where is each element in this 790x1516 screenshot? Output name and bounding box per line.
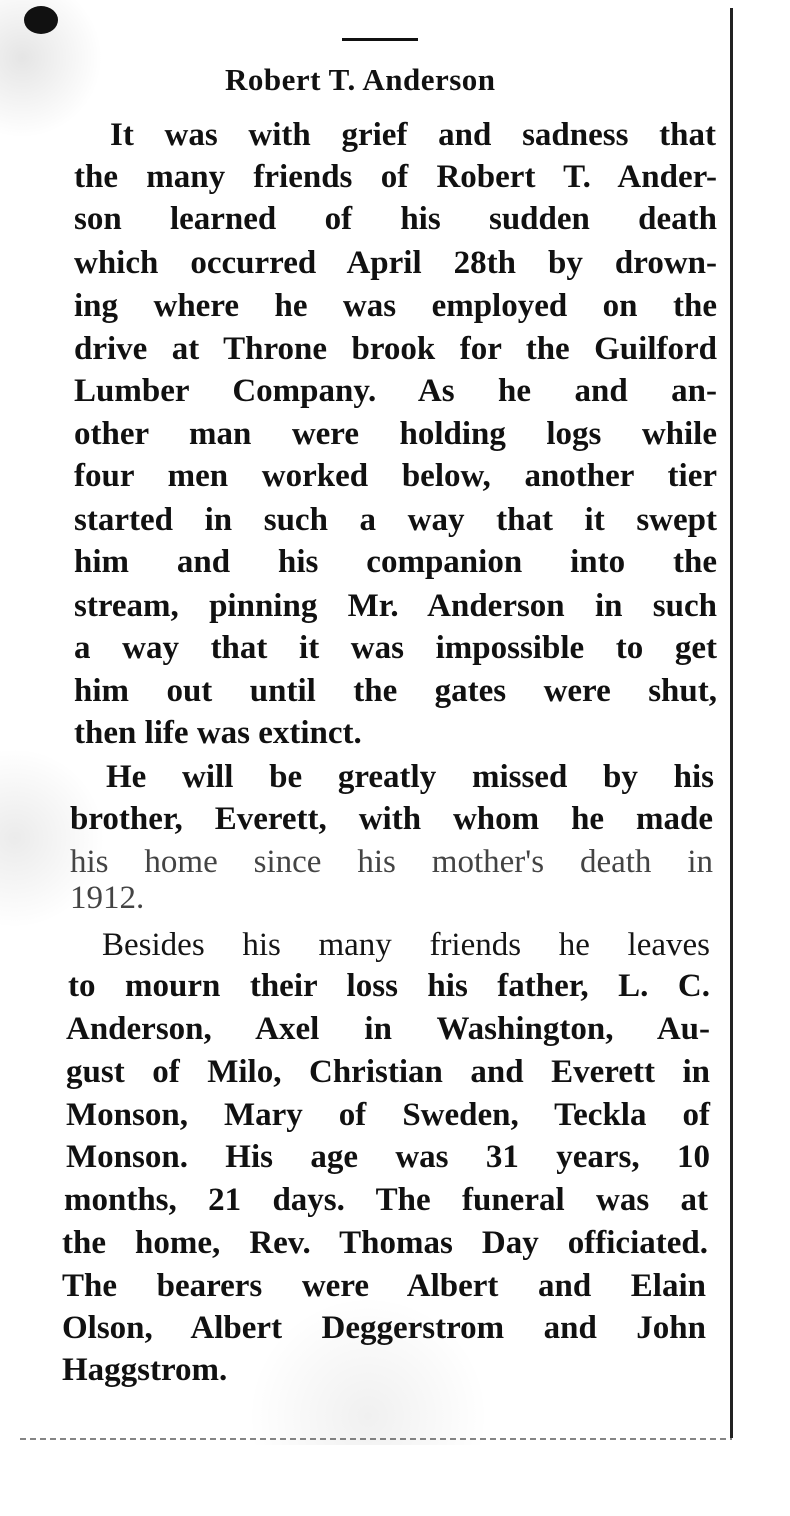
paragraph-3-line: months, 21 days. The funeral was at [64,1182,708,1218]
paragraph-3-line: Monson. His age was 31 years, 10 [66,1139,710,1175]
paragraph-2-line: brother, Everett, with whom he made [70,801,713,837]
clipping-bottom-edge [20,1438,732,1440]
paragraph-1-line: a way that it was impossible to get [74,630,717,666]
paragraph-1-line: It was with grief and sadness that [110,117,716,153]
paragraph-1-line: then life was extinct. [74,715,362,751]
paragraph-3-line: Anderson, Axel in Washington, Au- [66,1011,710,1047]
paragraph-3-line: The bearers were Albert and Elain [62,1268,706,1304]
paragraph-1-line: son learned of his sudden death [74,201,717,237]
paragraph-3-line: the home, Rev. Thomas Day officiated. [62,1225,708,1261]
paragraph-1-line: him and his companion into the [74,544,717,580]
paragraph-1-line: the many friends of Robert T. Ander- [74,159,717,195]
top-rule [342,38,418,41]
paragraph-1-line: which occurred April 28th by drown- [74,245,717,281]
paragraph-1-line: stream, pinning Mr. Anderson in such [74,588,717,624]
paragraph-3-line: Monson, Mary of Sweden, Teckla of [66,1097,710,1133]
paragraph-2-line: He will be greatly missed by his [106,759,714,795]
paragraph-2-line: 1912. [70,880,145,916]
paragraph-1-line: four men worked below, another tier [74,458,717,494]
paragraph-3-line: to mourn their loss his father, L. C. [68,968,710,1004]
paragraph-1-line: other man were holding logs while [74,416,717,452]
paragraph-1-line: started in such a way that it swept [74,502,717,538]
ink-blot [24,6,58,34]
paragraph-3-line: gust of Milo, Christian and Everett in [66,1054,710,1090]
paragraph-1-line: Lumber Company. As he and an- [74,373,717,409]
paragraph-1-line: him out until the gates were shut, [74,673,717,709]
paragraph-1-line: drive at Throne brook for the Guilford [74,331,717,367]
obituary-headline: Robert T. Anderson [225,62,496,97]
paragraph-3-line: Haggstrom. [62,1352,228,1388]
clipping-right-edge [730,8,733,1438]
paragraph-2-line: his home since his mother's death in [70,844,713,880]
paragraph-3-line: Besides his many friends he leaves [102,927,710,963]
paragraph-1-line: ing where he was employed on the [74,288,717,324]
paragraph-3-line: Olson, Albert Deggerstrom and John [62,1310,706,1346]
